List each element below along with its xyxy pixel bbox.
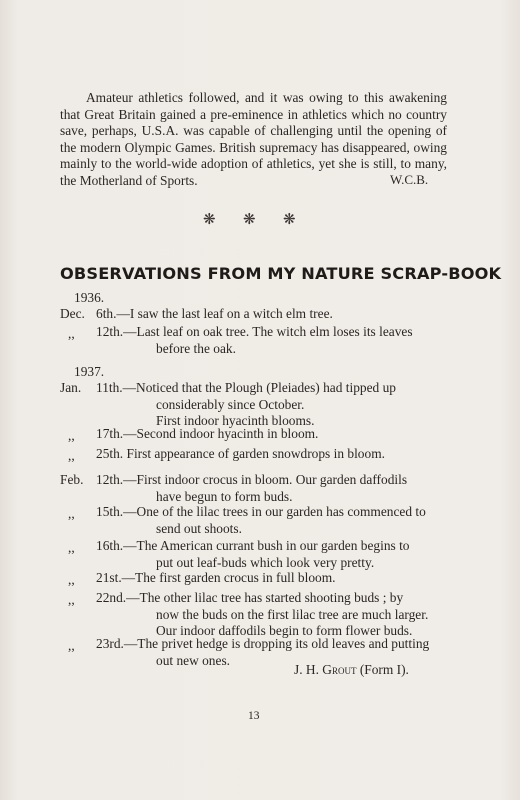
entry-text: 11th.—Noticed that the Plough (Pleiades) had tipped up considerably since October. First indoor hyacinth blooms.: [96, 380, 396, 428]
entry-text: 12th.—First indoor crocus in bloom. Our garden daffodils have begun to form buds.: [96, 472, 408, 504]
ditto-mark: ,,: [68, 506, 75, 521]
year-label: 1937.: [74, 364, 105, 379]
entry-text: 25th. First appearance of garden snowdrops in bloom.: [96, 446, 385, 461]
year-label: 1936.: [74, 290, 105, 305]
entry-text: 21st.—The first garden crocus in full bloom.: [96, 570, 336, 585]
ditto-mark: ,,: [68, 540, 75, 555]
ornament-divider: [203, 210, 323, 229]
ornament-star-icon: ❋: [283, 212, 296, 228]
author-credit: [294, 662, 409, 678]
ornament-star-icon: ❋: [203, 212, 216, 228]
author-name: J. H. Grout: [294, 662, 357, 677]
article-title: OBSERVATIONS FROM MY NATURE SCRAP-BOOK: [60, 264, 502, 283]
intro-signature: W.C.B.: [390, 172, 429, 187]
ditto-mark: ,,: [68, 428, 75, 443]
month-label: Dec.: [60, 306, 85, 321]
page-number: 13: [248, 710, 260, 722]
entry-text: 15th.—One of the lilac trees in our garden has commenced to send out shoots.: [96, 504, 426, 536]
entry-text: 22nd.—The other lilac tree has started shooting buds ; by now the buds on the first lilac tree are much larger. Our indoor daffodils begin to form flower buds.: [96, 590, 429, 638]
ditto-mark: ,,: [68, 326, 75, 341]
entry-text: 6th.—I saw the last leaf on a witch elm tree.: [96, 306, 333, 321]
ditto-mark: ,,: [68, 638, 75, 653]
entry-text: 17th.—Second indoor hyacinth in bloom.: [96, 426, 319, 441]
ornament-star-icon: ❋: [243, 212, 256, 228]
month-label: Feb.: [60, 472, 84, 487]
author-form: (Form I).: [359, 662, 409, 677]
ditto-mark: ,,: [68, 592, 75, 607]
entry-text: 23rd.—The privet hedge is dropping its old leaves and putting out new ones.: [96, 636, 430, 668]
entry-text: 12th.—Last leaf on oak tree. The witch elm loses its leaves before the oak.: [96, 324, 413, 356]
month-label: Jan.: [60, 380, 82, 395]
entry-text: 16th.—The American currant bush in our garden begins to put out leaf-buds which look very pretty.: [96, 538, 410, 570]
ditto-mark: ,,: [68, 572, 75, 587]
intro-paragraph: Amateur athletics followed, and it was owing to this awakening that Great Britain gained a pre-eminence in athletics which no country save, perhaps, U.S.A. was capable of challenging until the opening of the modern Olympic Games. British supremacy has disappeared, owing mainly to the world-wide adoption of athletics, yet she is still, to many, the Motherland of Sports.: [60, 90, 447, 188]
ditto-mark: ,,: [68, 448, 75, 463]
